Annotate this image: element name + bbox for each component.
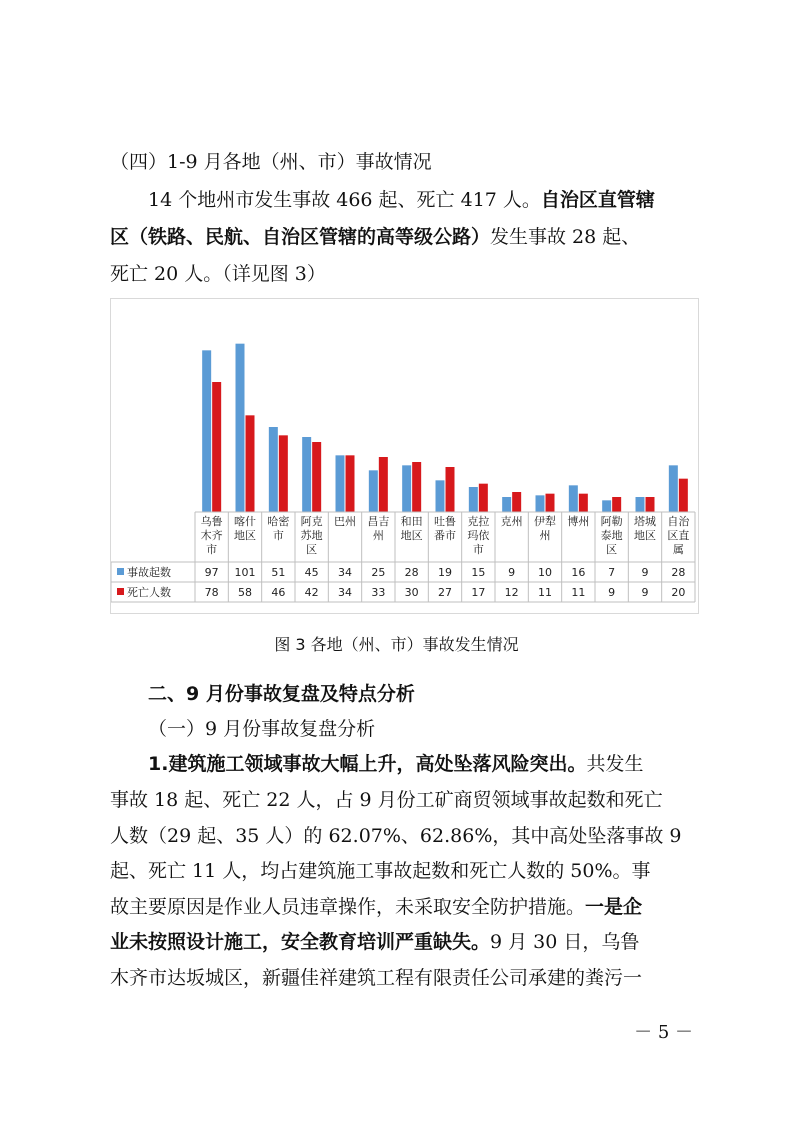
bar-accidents-13 <box>636 497 645 512</box>
para1-line3: 人数（29 起、35 人）的 62.07%、62.86%，其中高处坠落事故 9 <box>110 825 682 847</box>
value-label-0-14: 28 <box>671 566 686 579</box>
value-label-0-1: 101 <box>234 566 256 579</box>
value-label-1-5: 33 <box>371 586 386 599</box>
legend-swatch-1 <box>117 588 124 595</box>
accident-chart <box>110 298 699 614</box>
bar-deaths-10 <box>546 494 555 512</box>
section4-line1: 14 个地州市发生事故 466 起、死亡 417 人。自治区直管辖 <box>148 189 655 211</box>
value-label-0-0: 97 <box>204 566 219 579</box>
category-label-3: 区 <box>306 543 318 556</box>
category-label-6: 和田 <box>400 515 423 528</box>
bar-accidents-14 <box>669 465 678 512</box>
value-label-1-4: 34 <box>338 586 352 599</box>
category-label-7: 番市 <box>434 529 456 542</box>
page-number: － 5 － <box>634 1022 693 1043</box>
category-label-12: 区 <box>606 543 618 556</box>
category-label-6: 地区 <box>400 529 423 542</box>
bar-deaths-14 <box>679 479 688 512</box>
category-label-7: 吐鲁 <box>434 515 456 528</box>
category-label-12: 阿勒 <box>600 515 623 528</box>
category-label-0: 木齐 <box>200 529 223 542</box>
category-label-14: 自治 <box>667 515 690 528</box>
category-label-14: 区直 <box>667 529 690 542</box>
section4-line2: 区（铁路、民航、自治区管辖的高等级公路）发生事故 28 起、 <box>110 226 641 248</box>
bar-accidents-3 <box>302 437 311 512</box>
category-label-13: 地区 <box>634 529 656 542</box>
value-label-0-2: 51 <box>271 566 286 579</box>
bar-deaths-7 <box>446 467 455 512</box>
value-label-0-4: 34 <box>338 566 352 579</box>
value-label-0-9: 9 <box>508 566 516 579</box>
bar-accidents-0 <box>202 350 211 512</box>
bar-accidents-4 <box>336 455 345 512</box>
section2-sub1: （一）9 月份事故复盘分析 <box>148 718 376 740</box>
category-label-0: 市 <box>206 543 218 556</box>
category-label-13: 塔城 <box>634 515 656 528</box>
para1-line4: 起、死亡 11 人，均占建筑施工事故起数和死亡人数的 50%。事 <box>110 860 651 882</box>
value-label-1-13: 9 <box>641 586 649 599</box>
bar-accidents-2 <box>269 427 278 512</box>
section4-heading: （四）1-9 月各地（州、市）事故情况 <box>110 151 432 173</box>
value-label-0-6: 28 <box>404 566 419 579</box>
bar-deaths-6 <box>412 462 421 512</box>
value-label-0-7: 19 <box>438 566 452 579</box>
category-label-5: 昌吉 <box>367 515 390 528</box>
value-label-1-8: 17 <box>471 586 486 599</box>
bar-deaths-0 <box>212 382 221 512</box>
bar-accidents-12 <box>602 500 611 512</box>
legend-label-1: 死亡人数 <box>127 586 171 599</box>
bar-deaths-3 <box>312 442 321 512</box>
category-label-2: 市 <box>272 529 284 542</box>
value-label-1-9: 12 <box>504 586 519 599</box>
category-label-11: 博州 <box>567 515 590 528</box>
category-label-8: 市 <box>472 543 484 556</box>
category-label-8: 玛依 <box>467 529 490 542</box>
category-label-0: 乌鲁 <box>200 515 223 528</box>
category-label-8: 克拉 <box>467 515 490 528</box>
value-label-0-5: 25 <box>371 566 386 579</box>
category-label-1: 喀什 <box>234 515 256 528</box>
bar-accidents-5 <box>369 470 378 512</box>
category-label-9: 克州 <box>500 515 523 528</box>
bar-deaths-4 <box>346 455 355 512</box>
value-label-1-12: 9 <box>608 586 616 599</box>
value-label-0-13: 9 <box>641 566 649 579</box>
para1-line7: 木齐市达坂城区，新疆佳祥建筑工程有限责任公司承建的粪污一 <box>110 967 643 989</box>
bar-accidents-9 <box>502 497 511 512</box>
category-label-10: 州 <box>539 529 551 542</box>
value-label-1-11: 11 <box>571 586 586 599</box>
legend-swatch-0 <box>117 568 124 575</box>
bar-accidents-7 <box>436 480 445 512</box>
section4-line3: 死亡 20 人。（详见图 3） <box>110 263 326 285</box>
value-label-0-10: 10 <box>538 566 552 579</box>
value-label-1-14: 20 <box>671 586 686 599</box>
category-label-10: 伊犁 <box>534 515 556 528</box>
bar-accidents-10 <box>536 495 545 512</box>
bar-deaths-2 <box>279 435 288 512</box>
category-label-4: 巴州 <box>334 515 356 528</box>
para1-line2: 事故 18 起、死亡 22 人，占 9 月份工矿商贸领域事故起数和死亡 <box>110 789 663 811</box>
figure-caption: 图 3 各地（州、市）事故发生情况 <box>274 635 519 654</box>
value-label-1-3: 42 <box>304 586 319 599</box>
bar-deaths-11 <box>579 494 588 512</box>
para1-line1: 1.建筑施工领域事故大幅上升，高处坠落风险突出。共发生 <box>148 753 644 775</box>
category-label-1: 地区 <box>234 529 256 542</box>
bar-deaths-5 <box>379 457 388 512</box>
value-label-1-0: 78 <box>204 586 219 599</box>
value-label-0-11: 16 <box>571 566 586 579</box>
value-label-1-6: 30 <box>404 586 419 599</box>
category-label-2: 哈密 <box>267 515 290 528</box>
value-label-0-12: 7 <box>608 566 616 579</box>
value-label-0-3: 45 <box>304 566 319 579</box>
bar-deaths-13 <box>646 497 655 512</box>
bar-accidents-11 <box>569 485 578 512</box>
value-label-1-7: 27 <box>438 586 452 599</box>
bar-accidents-1 <box>236 344 245 512</box>
category-label-3: 苏地 <box>300 529 323 542</box>
bar-deaths-8 <box>479 484 488 512</box>
bar-accidents-8 <box>469 487 478 512</box>
bar-deaths-12 <box>612 497 621 512</box>
section2-heading: 二、9 月份事故复盘及特点分析 <box>148 683 415 705</box>
bar-accidents-6 <box>402 465 411 512</box>
value-label-1-2: 46 <box>271 586 286 599</box>
value-label-1-1: 58 <box>238 586 252 599</box>
para1-line6: 业未按照设计施工，安全教育培训严重缺失。9 月 30 日，乌鲁 <box>110 931 640 953</box>
bar-deaths-1 <box>246 415 255 512</box>
category-label-14: 属 <box>672 543 684 556</box>
para1-line5: 故主要原因是作业人员违章操作，未采取安全防护措施。一是企 <box>110 896 643 918</box>
chart-svg <box>111 299 698 613</box>
bar-deaths-9 <box>512 492 521 512</box>
legend-label-0: 事故起数 <box>127 566 171 579</box>
category-label-3: 阿克 <box>300 515 323 528</box>
category-label-5: 州 <box>372 529 384 542</box>
category-label-12: 泰地 <box>600 529 623 542</box>
value-label-1-10: 11 <box>538 586 552 599</box>
value-label-0-8: 15 <box>471 566 486 579</box>
